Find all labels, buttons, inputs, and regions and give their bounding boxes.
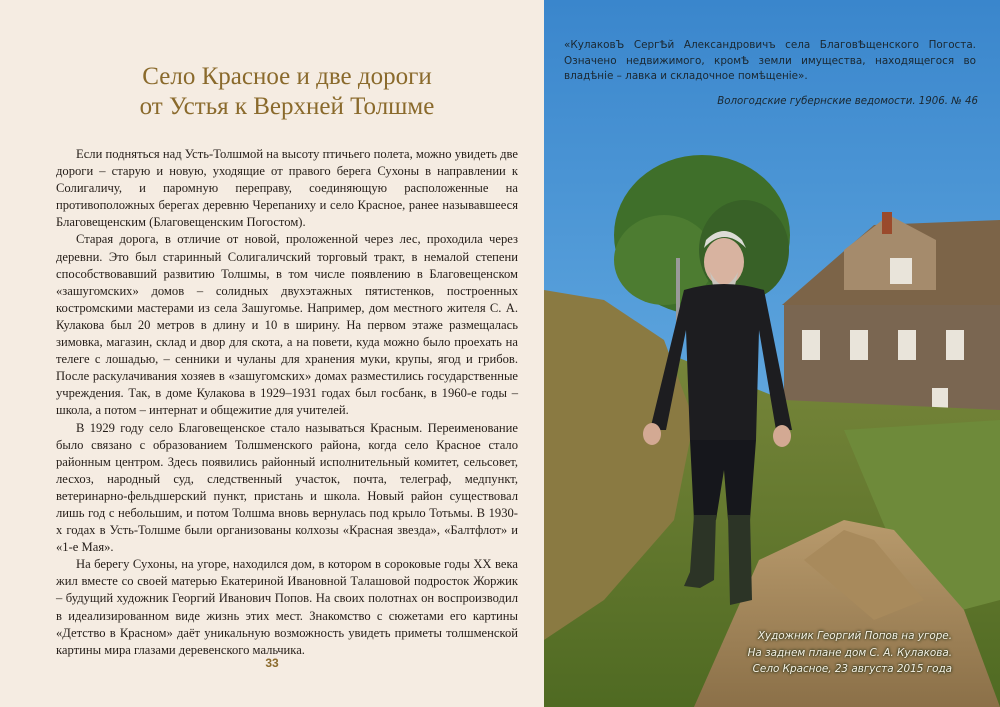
chapter-title-line-2: от Устья к Верхней Толшме: [139, 93, 435, 120]
page-number: 33: [265, 656, 279, 670]
paragraph: Если подняться над Усть-Толшмой на высоту птичьего полета, можно увидеть две дороги – старую и новую, уходящие от правого берега Сухоны в направлении к Солигаличу, и паромную переправу, соединяющую расположенные на противоположных берегах деревню Черепаниху и село Красное, ранее называвшееся Благовещенским (Благовещенским Погостом).: [56, 147, 518, 230]
caption-line-1: Художник Георгий Попов на угоре.: [757, 630, 952, 642]
paragraph: На берегу Сухоны, на угоре, находился дом, в котором в сороковые годы XX века жил вместе со своей матерью Екатериной Ивановной Талашовой подросток Жоржик – будущий художник Георгий Иванович Попов. На своих полотнах он воспроизводил в идеализированном виде жизнь этих мест. Знакомство с сюжетами его картины «Детство в Красном» даёт уникальную возможность увидеть приметы толшменской картины мира глазами деревенского мальчика.: [56, 557, 518, 657]
chapter-title-line-1: Село Красное и две дороги: [142, 63, 432, 90]
paragraph: Старая дорога, в отличие от новой, проложенной через лес, проходила через деревни. Это был старинный Солигаличский торговый тракт, в немалой степени способствовавший развитию Толшмы, в том числе появлению в Благовещенском «зашугомских» домов – солидных двухэтажных пятистенков, построенных костромскими мастерами из села Зашугомье. Например, дом местного жителя С. А. Кулакова был 20 метров в длину и 10 в ширину. На первом этаже размещалась зимовка, магазин, склад и двор для скота, а на повети, куда можно было проехать на телеге с лошадью, – сенники и чуланы для хранения муки, крупы, ягод и грибов. После раскулачивания хозяев в «зашугомских» домах разместились государственные учреждения. Так, в доме Кулакова в 1929–1931 годах был госбанк, в 1960-е годы – школа, а потом – интернат и общежитие для учителей.: [56, 232, 518, 418]
caption-line-2: На заднем плане дом С. А. Кулакова.: [747, 646, 952, 659]
right-page: [544, 0, 1000, 707]
epigraph-source: Вологодские губернские ведомости. 1906. № 46: [717, 96, 978, 107]
article-body: [56, 146, 518, 659]
epigraph-quote: «КулаковЪ СергѢй Александровичъ села БлаговѢщенского Погоста. Означено недвижимого, кромѢ земли имущества, находящегося во владѣніе – лавка и складочное помѣщеніе».: [564, 39, 976, 82]
chapter-title: [56, 62, 518, 122]
paragraph: В 1929 году село Благовещенское стало называться Красным. Переименование было связано с образованием Толшменского района, когда село Красное стало районным центром. Здесь появились районный исполнительный комитет, сельсовет, лесхоз, народный суд, следственный участок, почта, телеграф, медпункт, ветеринарно-фельдшерский пункт, пристань и школа. Новый район существовал лишь год с небольшим, и потом Толшма вновь вернулась под крыло Тотьмы. В 1930-х годах в Усть-Толшме были организованы колхозы «Красная звезда», «Балтфлот» и «1-е Мая».: [56, 420, 518, 555]
caption-line-3: Село Красное, 23 августа 2015 года: [752, 663, 952, 675]
photo-caption: [748, 628, 952, 678]
